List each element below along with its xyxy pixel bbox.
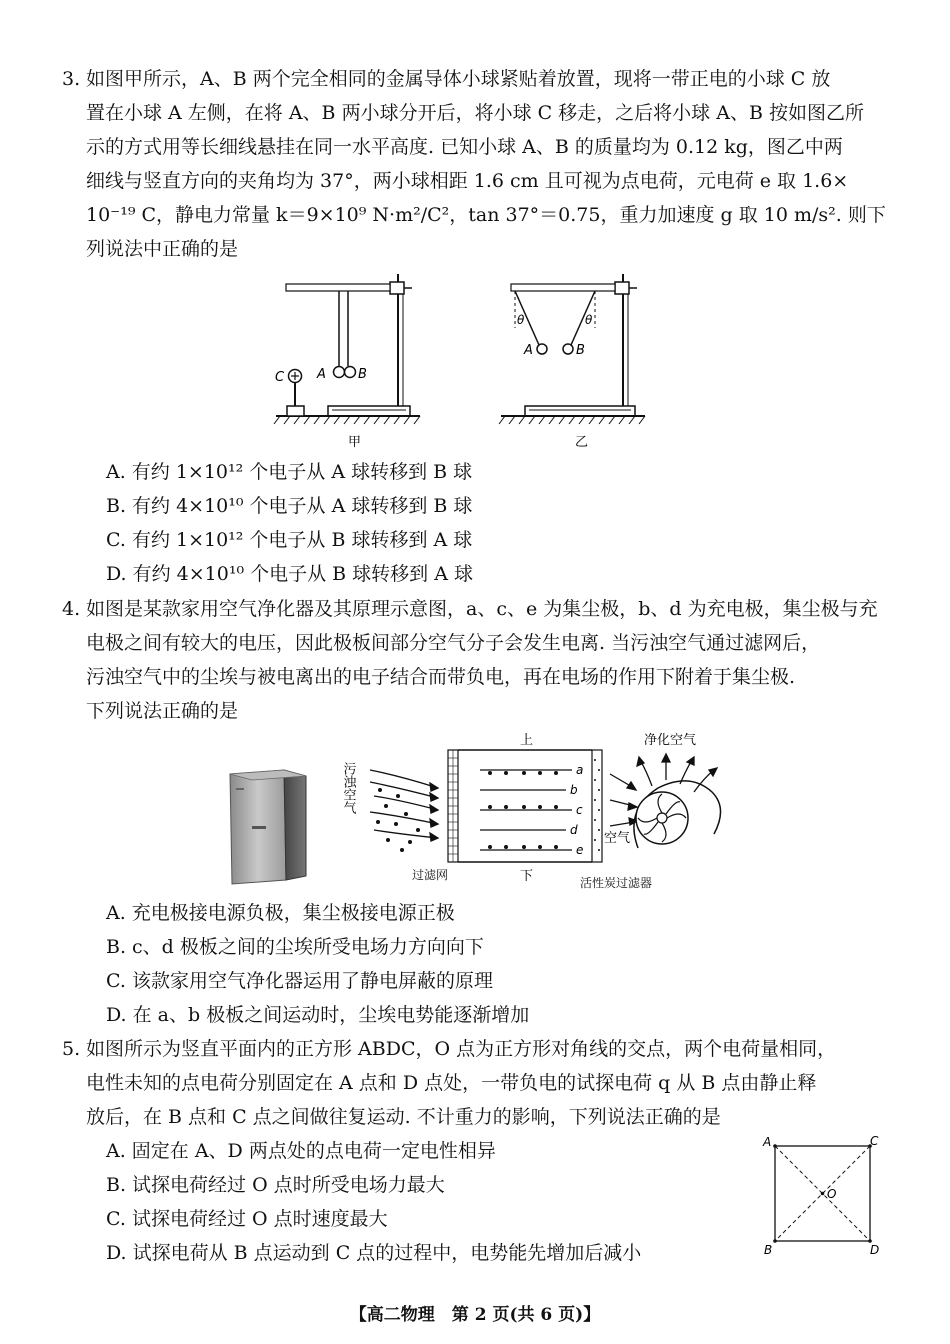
q3-line-3: 示的方式用等长细线悬挂在同一水平高度. 已知小球 A、B 的质量均为 0.12 kg，图乙中两: [86, 136, 843, 158]
q5-line-1: 5. 如图所示为竖直平面内的正方形 ABDC，O 点为正方形对角线的交点，两个电荷量相同，: [86, 1032, 886, 1066]
point-B-label: B: [764, 1243, 773, 1257]
filter-label: 过滤网: [412, 868, 449, 882]
q3-line-6: 列说法中正确的是: [86, 238, 239, 260]
q4-option-c: C. 该款家用空气净化器运用了静电屏蔽的原理: [106, 970, 493, 992]
q5-option-a: A. 固定在 A、D 两点处的点电荷一定电性相异: [106, 1140, 496, 1162]
clean-air-label: 净化空气: [644, 733, 697, 748]
point-D-label: D: [870, 1243, 880, 1257]
yi-theta-left: θ: [517, 313, 525, 327]
point-C-label: C: [870, 1134, 879, 1148]
q3-option-d: D. 有约 4×10¹⁰ 个电子从 B 球转移到 A 球: [106, 563, 473, 585]
air-purifier-image: [222, 768, 314, 888]
plate-d-label: d: [570, 823, 578, 837]
page-footer: 【高二物理 第 2 页(共 6 页)】: [349, 1305, 601, 1325]
q3-option-b: B. 有约 4×10¹⁰ 个电子从 A 球转移到 B 球: [106, 495, 473, 517]
q4-line-3: 污浊空气中的尘埃与被电离出的电子结合而带负电，再在电场的作用下附着于集尘极.: [86, 666, 796, 688]
purifier-principle-diagram: [340, 730, 740, 892]
plate-a-label: a: [576, 763, 584, 777]
q5-option-b: B. 试探电荷经过 O 点时所受电场力最大: [106, 1174, 445, 1196]
q3-line-1: 3. 如图甲所示，A、B 两个完全相同的金属导体小球紧贴着放置，现将一带正电的小球 C 放: [86, 62, 886, 96]
q5-line-2: 电性未知的点电荷分别固定在 A 点和 D 点处，一带负电的试探电荷 q 从 B 点由静止释: [86, 1072, 817, 1094]
q3-option-c: C. 有约 1×10¹² 个电子从 B 球转移到 A 球: [106, 529, 473, 551]
q4-option-a: A. 充电极接电源负极，集尘极接电源正极: [106, 902, 455, 924]
q3-number: 3.: [62, 68, 81, 90]
point-A-label: A: [763, 1135, 772, 1149]
jia-caption: 甲: [348, 435, 362, 450]
yi-label-B: B: [576, 343, 585, 358]
q3-line-2: 置在小球 A 左侧，在将 A、B 两小球分开后，将小球 C 移走，之后将小球 A、B 按如图乙所: [86, 102, 864, 124]
plate-e-label: e: [576, 843, 584, 857]
q3-line-5: 10⁻¹⁹ C，静电力常量 k＝9×10⁹ N·m²/C²，tan 37°＝0.75，重力加速度 g 取 10 m/s². 则下: [86, 204, 886, 226]
yi-theta-right: θ: [585, 313, 593, 327]
q5-line-3: 放后，在 B 点和 C 点之间做往复运动. 不计重力的影响，下列说法正确的是: [86, 1106, 721, 1128]
q5-option-d: D. 试探电荷从 B 点运动到 C 点的过程中，电势能先增加后减小: [106, 1242, 642, 1264]
jia-label-B: B: [358, 367, 367, 382]
square-abdc-diagram: [760, 1134, 885, 1259]
plate-b-label: b: [570, 783, 578, 797]
figure-jia: [270, 268, 430, 453]
top-label: 上: [520, 733, 534, 748]
q5-number: 5.: [62, 1038, 81, 1060]
carbon-filter-label: 活性炭过滤器: [580, 876, 653, 890]
q3-option-a: A. 有约 1×10¹² 个电子从 A 球转移到 B 球: [106, 461, 473, 483]
bottom-label: 下: [520, 869, 534, 884]
air-label: 空气: [604, 831, 631, 846]
q4-option-b: B. c、d 极板之间的尘埃所受电场力方向向下: [106, 936, 484, 958]
figure-yi: [495, 268, 655, 453]
q4-line-1: 4. 如图是某款家用空气净化器及其原理示意图，a、c、e 为集尘极，b、d 为充电极，集尘极与充: [86, 592, 886, 626]
q4-line-2: 电极之间有较大的电压，因此极板间部分空气分子会发生电离. 当污浊空气通过滤网后，: [86, 632, 821, 654]
yi-caption: 乙: [575, 435, 589, 450]
q5-option-c: C. 试探电荷经过 O 点时速度最大: [106, 1208, 388, 1230]
point-O-label: O: [827, 1187, 837, 1201]
q4-number: 4.: [62, 598, 81, 620]
jia-label-C: C: [275, 370, 285, 385]
yi-label-A: A: [524, 343, 533, 358]
q4-line-4: 下列说法正确的是: [86, 700, 239, 722]
plate-c-label: c: [576, 803, 583, 817]
jia-label-A: A: [317, 367, 326, 382]
dirty-air-label: 污浊空气: [340, 762, 356, 814]
q3-line-4: 细线与竖直方向的夹角均为 37°，两小球相距 1.6 cm 且可视为点电荷，元电荷 e 取 1.6×: [86, 170, 849, 192]
q4-option-d: D. 在 a、b 极板之间运动时，尘埃电势能逐渐增加: [106, 1004, 530, 1026]
